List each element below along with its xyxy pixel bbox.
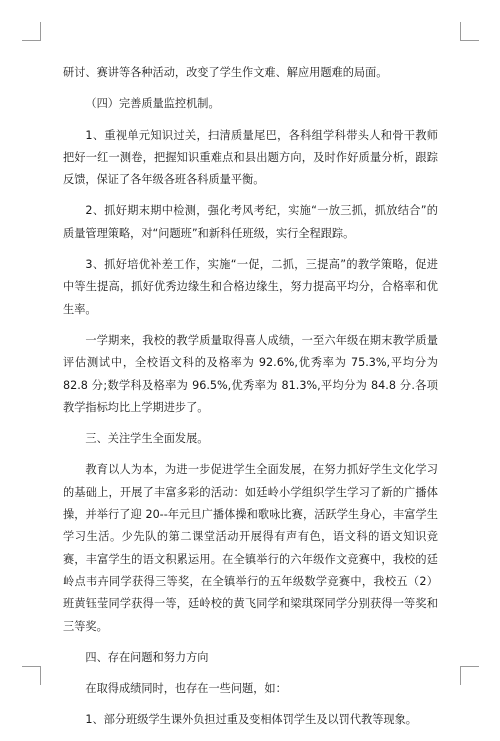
document-body bbox=[63, 62, 438, 741]
paragraph-item-2: 2、抓好期末期中检测，强化考风考纪，实施“一放三抓，抓放结合”的质量管理策略，对“问题班”和新科任班级，实行全程跟踪。 bbox=[63, 204, 438, 240]
paragraph-continuation: 研讨、赛讲等各种活动，改变了学生作文难、解应用题难的局面。 bbox=[63, 66, 388, 79]
crop-mark-bottom-right bbox=[460, 666, 479, 685]
paragraph-problem-1: 1、部分班级学生课外负担过重及变相体罚学生及以罚代教等现象。 bbox=[85, 713, 417, 727]
paragraph-activities: 教育以人为本，为进一步促进学生全面发展，在努力抓好学生文化学习的基础上，开展了丰富多彩的活动：如廷岭小学组织学生学习了新的广播体操，并举行了迎 20--年元旦广播体操和歌咏比赛，活跃学生身心，丰富学生学习生活。少先队的第二课堂活动开展得有声有色，语文科的语文知识竞赛，丰富学生的语文积累运用。在全镇举行的六年级作文竞赛中，我校的廷岭点韦卉同学获得三等奖，在全镇举行的五年级数学竞赛中，我校五（2）班黄钰莹同学获得一等，廷岭校的黄飞同学和梁琪琛同学分别获得一等奖和三等奖。 bbox=[63, 463, 438, 633]
crop-mark-top-right bbox=[460, 22, 479, 41]
crop-mark-top-left bbox=[22, 22, 41, 41]
paragraph-item-3: 3、抓好培优补差工作，实施“一促，二抓，三提高”的教学策略，促进中等生提高，抓好优秀边缘生和合格边缘生，努力提高平均分，合格率和优生率。 bbox=[63, 258, 438, 316]
section-heading-student-development: 三、关注学生全面发展。 bbox=[85, 432, 209, 446]
section-heading-problems: 四、存在问题和努力方向 bbox=[85, 650, 209, 664]
crop-mark-bottom-left bbox=[22, 666, 41, 685]
paragraph-results: 一学期来，我校的教学质量取得喜人成绩，一至六年级在期末教学质量评估测试中，全校语文科的及格率为 92.6%,优秀率为 75.3%,平均分为 82.8 分;数学科及格率为 96.5%,优秀率为 81.3%,平均分为 84.8 分.各项教学指标均比上学期进步了。 bbox=[63, 333, 438, 414]
paragraph-problems-intro: 在取得成绩同时，也存在一些问题，如： bbox=[85, 682, 287, 696]
section-heading-quality-monitoring: （四）完善质量监控机制。 bbox=[85, 97, 220, 111]
paragraph-item-1: 1、重视单元知识过关，扫清质量尾巴，各科组学科带头人和骨干教师把好一红一测卷，把握知识重难点和县出题方向，及时作好质量分析，跟踪反馈，保证了各年级各班各科质量平衡。 bbox=[63, 128, 438, 187]
